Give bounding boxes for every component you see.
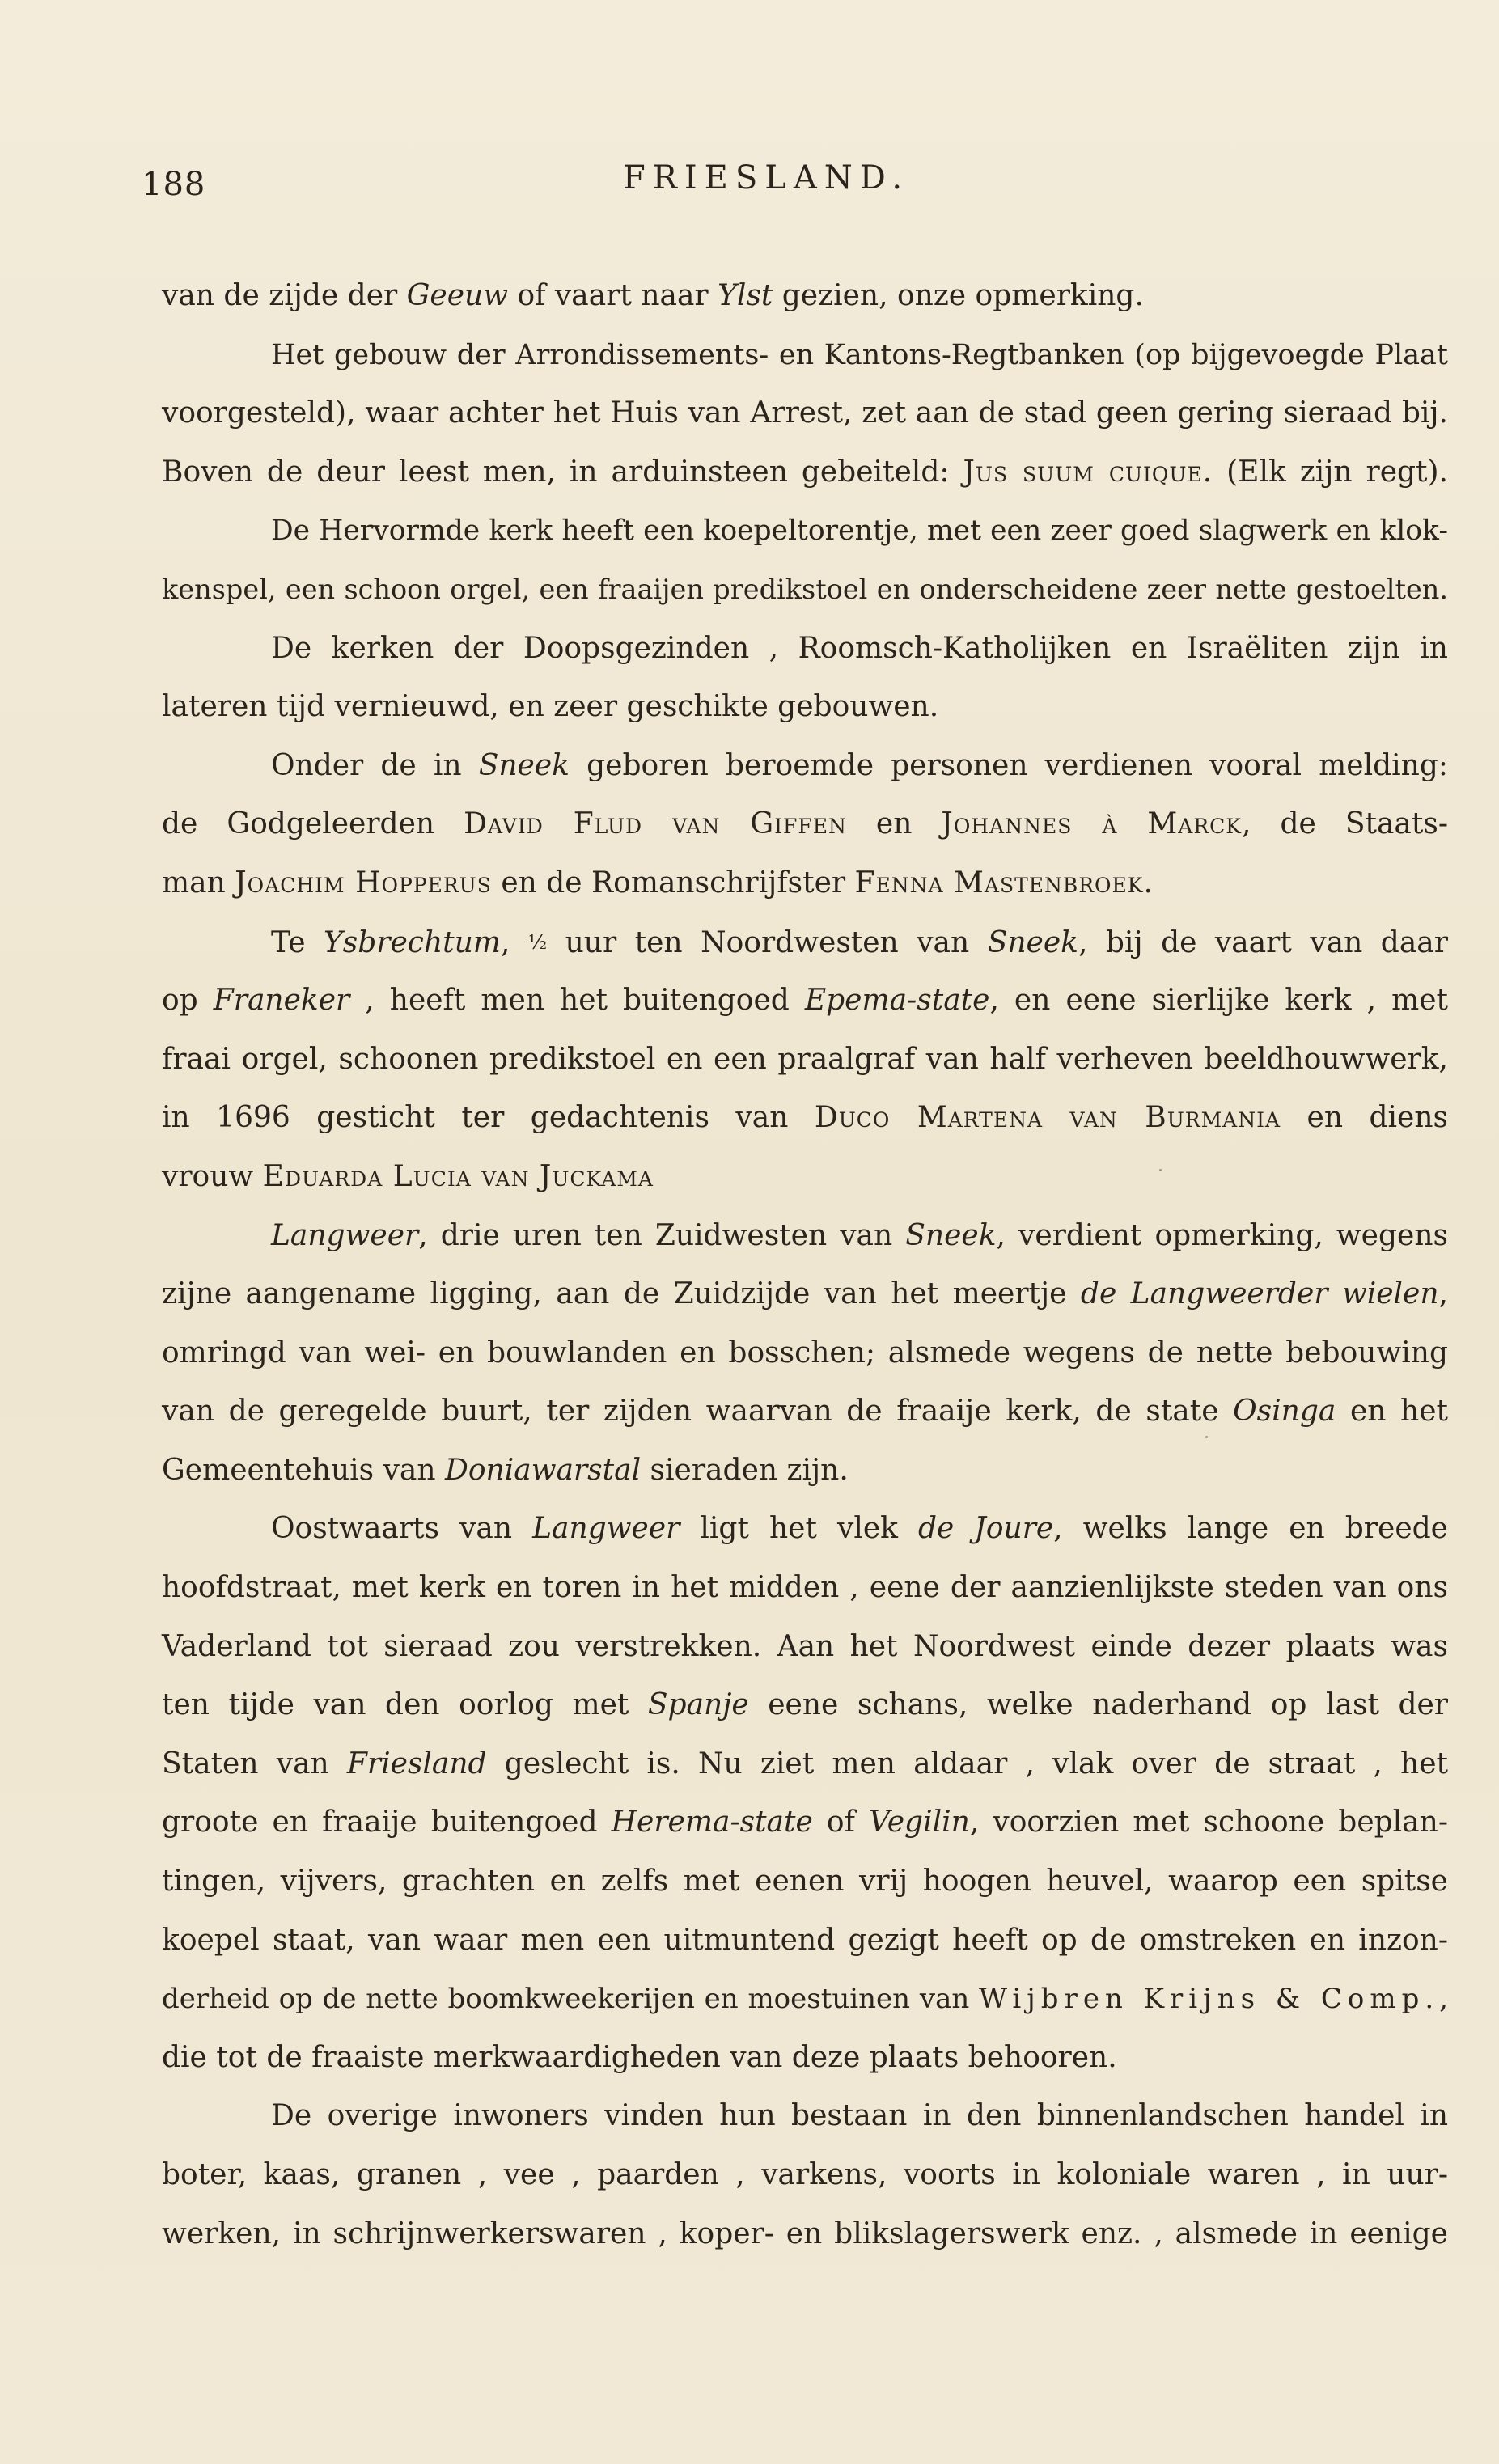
italic-term: Friesland — [346, 1746, 487, 1780]
text-run: sieraden zijn. — [641, 1453, 849, 1487]
page-header — [142, 159, 1452, 214]
text-run: tingen, vijvers, grachten en zelfs met eenen vrij hoogen heuvel, waarop een spitse — [162, 1865, 1448, 1899]
text-run: in 1696 gesticht ter gedachtenis van — [162, 1101, 815, 1135]
text-run: koepel staat, van waar men een uitmuntend gezigt heeft op de omstreken en inzon- — [162, 1923, 1448, 1957]
text-run: omringd van wei- en bouwlanden en bosschen; alsmede wegens de nette bebouwing — [162, 1336, 1448, 1370]
text-run: en de Romanschrijfster — [491, 866, 855, 900]
text-run: groote en fraaije buitengoed — [162, 1806, 612, 1840]
text-run: , en eene sierlijke kerk , met — [989, 984, 1449, 1018]
text-run: , heeft men het buitengoed — [349, 984, 805, 1018]
text-run: derheid op de nette boomkweekerijen en moestuinen van — [162, 1983, 980, 2016]
text-run: en diens — [1281, 1101, 1448, 1135]
italic-term: Sneek — [987, 925, 1078, 959]
text-run: eene schans, welke naderhand op last der — [748, 1688, 1448, 1722]
text-line — [162, 2029, 1448, 2088]
text-line — [162, 2205, 1448, 2264]
text-run: kenspel, een schoon orgel, een fraaijen predikstoel en onderscheidene zeer nette gestoelten. — [162, 573, 1448, 605]
text-run: , — [1439, 1983, 1449, 2016]
italic-term: Epema-state — [804, 984, 990, 1018]
text-line — [162, 1793, 1448, 1852]
text-run: van de zijde der — [162, 279, 407, 312]
text-run: hoofdstraat, met kerk en toren in het midden , eene der aanzienlijkste steden van ons — [162, 1571, 1448, 1605]
small-caps-name: Jus suum cuique. — [963, 455, 1213, 489]
fraction: ½ — [527, 930, 548, 954]
text-line — [162, 384, 1448, 443]
text-run: die tot de fraaiste merkwaardigheden van deze plaats behooren. — [162, 2040, 1117, 2074]
text-run: zijne aangename ligging, aan de Zuidzijde van het meertje — [162, 1277, 1081, 1311]
text-line — [162, 972, 1448, 1031]
text-run: man — [162, 866, 235, 900]
text-line — [162, 1442, 1448, 1501]
text-run: Het gebouw der Arrondissements- en Kantons-Regtbanken (op bijgevoegde Plaat — [271, 338, 1448, 371]
text-line — [162, 1148, 1448, 1207]
italic-term: Sneek — [905, 1218, 997, 1252]
text-run: , welks lange en breede — [1053, 1512, 1448, 1546]
italic-term: Osinga — [1233, 1395, 1336, 1429]
text-line — [162, 502, 1448, 561]
italic-term: Langweer — [271, 1218, 419, 1252]
text-run: De overige inwoners vinden hun bestaan in den binnenlandschen handel in — [271, 2099, 1448, 2133]
spaced-name: Wijbren Krijns & Comp. — [979, 1983, 1440, 2016]
text-run: Staten van — [162, 1746, 347, 1780]
text-run: geslecht is. Nu ziet men aldaar , vlak over de straat , het — [486, 1746, 1448, 1780]
text-run: geboren beroemde personen verdienen vooral melding: — [569, 748, 1449, 782]
small-caps-name: Johannes à Marck — [941, 807, 1242, 841]
small-caps-name: Fenna Mastenbroek. — [854, 866, 1154, 900]
text-line — [162, 1676, 1448, 1735]
page-number: 188 — [142, 166, 206, 203]
text-line — [162, 1618, 1448, 1677]
text-line — [162, 737, 1448, 796]
text-line — [162, 678, 1448, 737]
text-run: De kerken der Doopsgezinden , Roomsch-Katholijken en Israëliten zijn in — [271, 631, 1448, 665]
italic-term: de Langweerder wielen — [1080, 1277, 1439, 1311]
text-run: en — [846, 807, 942, 841]
text-run: of vaart naar — [508, 279, 718, 312]
text-run: werken, in schrijnwerkerswaren , koper- en blikslagerswerk enz. , alsmede in eenige — [162, 2216, 1448, 2250]
text-run: , — [500, 925, 528, 959]
text-line — [162, 1265, 1448, 1324]
body-text — [162, 267, 1448, 2263]
text-line — [162, 620, 1448, 679]
text-run: Gemeentehuis van — [162, 1453, 445, 1487]
text-run: voorgesteld), waar achter het Huis van Arrest, zet aan de stad geen gering sieraad bij. — [162, 396, 1448, 430]
text-run: vrouw — [162, 1159, 263, 1193]
text-run: Te — [271, 925, 324, 959]
italic-term: Sneek — [478, 748, 570, 782]
italic-term: Doniawarstal — [445, 1453, 642, 1487]
running-title: FRIESLAND. — [623, 159, 910, 197]
small-caps-name: David Flud van Giffen — [464, 807, 847, 841]
text-run: of — [812, 1806, 870, 1840]
text-line — [162, 561, 1448, 620]
italic-term: Langweer — [532, 1512, 680, 1546]
text-run: Vaderland tot sieraad zou verstrekken. Aan het Noordwest einde dezer plaats was — [162, 1629, 1448, 1663]
italic-term: Herema-state — [611, 1806, 813, 1840]
text-run: Oostwaarts van — [271, 1512, 533, 1546]
italic-term: Ylst — [718, 279, 773, 312]
text-run: fraai orgel, schoonen predikstoel en een praalgraf van half verheven beeldhouwwerk, — [162, 1042, 1448, 1076]
text-line — [162, 443, 1448, 502]
italic-term: Ysbrechtum — [324, 925, 501, 959]
text-line — [162, 1207, 1448, 1266]
text-line — [162, 913, 1448, 972]
text-run: , verdient opmerking, wegens — [996, 1218, 1448, 1252]
small-caps-name: Joachim Hopperus — [235, 866, 492, 900]
text-line — [162, 1970, 1448, 2029]
text-run: , voorzien met schoone beplan- — [969, 1806, 1448, 1840]
paper-speck — [1205, 1436, 1208, 1438]
text-line — [162, 2146, 1448, 2205]
text-run: en het — [1336, 1395, 1448, 1429]
small-caps-name: Eduarda Lucia van Juckama — [262, 1159, 654, 1193]
text-run: op — [162, 984, 214, 1018]
text-run: (Elk zijn regt). — [1213, 455, 1448, 489]
text-line — [162, 2087, 1448, 2146]
text-run: De Hervormde kerk heeft een koepeltorentje, met een zeer goed slagwerk en klok- — [271, 514, 1448, 548]
text-line — [162, 854, 1448, 913]
text-run: , de Staats- — [1241, 807, 1448, 841]
text-line — [162, 1500, 1448, 1559]
text-line — [162, 1031, 1448, 1090]
text-line — [162, 1735, 1448, 1794]
text-run: ten tijde van den oorlog met — [162, 1688, 648, 1722]
text-line — [162, 795, 1448, 854]
text-line — [162, 1912, 1448, 1971]
text-line — [162, 1089, 1448, 1148]
small-caps-name: Duco Martena van Burmania — [814, 1101, 1281, 1135]
text-line — [162, 267, 1448, 326]
text-run: de Godgeleerden — [162, 807, 464, 841]
text-run: Boven de deur leest men, in arduinsteen gebeiteld: — [162, 455, 963, 489]
text-run: , drie uren ten Zuidwesten van — [418, 1218, 906, 1252]
text-line — [162, 1382, 1448, 1442]
text-run: boter, kaas, granen , vee , paarden , varkens, voorts in koloniale waren , in uur- — [162, 2158, 1448, 2191]
italic-term: Spanje — [647, 1688, 749, 1722]
paper-speck — [1159, 1169, 1162, 1171]
text-run: lateren tijd vernieuwd, en zeer geschikte gebouwen. — [162, 690, 939, 724]
text-run: gezien, onze opmerking. — [773, 279, 1144, 312]
text-run: Onder de in — [271, 748, 479, 782]
text-line — [162, 1324, 1448, 1383]
italic-term: Geeuw — [406, 279, 509, 312]
text-line — [162, 326, 1448, 385]
text-run: ligt het vlek — [680, 1512, 918, 1546]
text-run: uur ten Noordwesten van — [547, 925, 988, 959]
text-run: van de geregelde buurt, ter zijden waarvan de fraaije kerk, de state — [162, 1395, 1234, 1429]
text-run: , — [1438, 1277, 1448, 1311]
text-run: , bij de vaart van daar — [1078, 925, 1448, 959]
italic-term: de Joure — [918, 1512, 1054, 1546]
italic-term: Vegilin — [869, 1806, 970, 1840]
italic-term: Franeker — [213, 984, 350, 1018]
text-line — [162, 1852, 1448, 1912]
text-line — [162, 1559, 1448, 1618]
